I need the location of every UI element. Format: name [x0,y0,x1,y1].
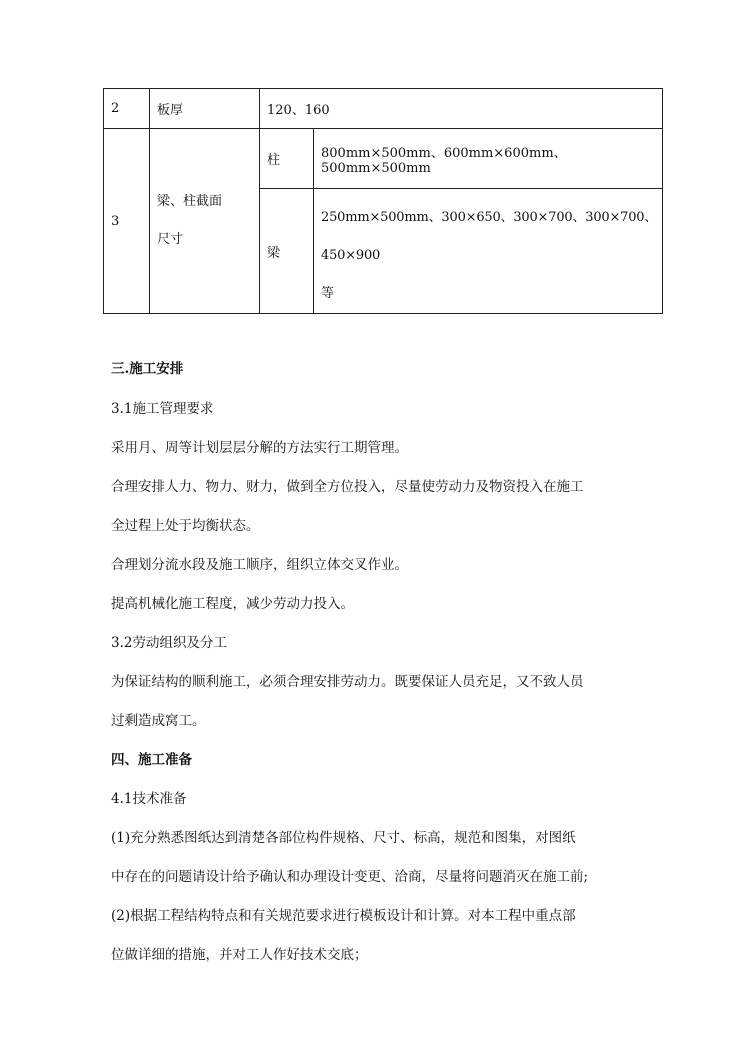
paragraph: 合理划分流水段及施工顺序，组织立体交叉作业。 [111,557,408,573]
beam-value-line: 250mm×500mm、300×650、300×700、300×700、450×900 [321,210,658,263]
paragraph: 提高机械化施工程度，减少劳动力投入。 [111,596,354,612]
column-label: 柱 [260,129,314,189]
row-number: 2 [104,89,150,129]
table-row [104,89,663,129]
paragraph: 采用月、周等计划层层分解的方法实行工期管理。 [111,440,408,456]
row-item-line: 尺寸 [157,232,184,247]
beam-value-line: 等 [321,286,334,301]
row-item-line: 梁、柱截面 [157,194,223,209]
section-heading: 三.施工安排 [111,361,184,377]
list-item: (2)根据工程结构特点和有关规范要求进行模板设计和计算。对本工程中重点部 [111,908,576,924]
spec-table [103,88,663,314]
row-number: 3 [104,129,150,314]
row-item: 板厚 [150,89,260,129]
row-value: 120、160 [260,89,663,129]
column-value: 800mm×500mm、600mm×600mm、500mm×500mm [314,129,663,189]
list-item: 位做详细的措施，并对工人作好技术交底； [111,947,368,963]
beam-label: 梁 [260,189,314,314]
section-heading: 四、施工准备 [111,752,192,768]
beam-value [314,189,663,314]
paragraph: 合理安排人力、物力、财力，做到全方位投入，尽量使劳动力及物资投入在施工 [111,479,584,495]
subsection-heading: 3.1施工管理要求 [111,401,214,417]
list-item: (1)充分熟悉图纸达到清楚各部位构件规格、尺寸、标高，规范和图集，对图纸 [111,830,576,846]
list-item: 中存在的问题请设计给予确认和办理设计变更、洽商，尽量将问题消灭在施工前; [111,869,589,885]
row-item [150,129,260,314]
subsection-heading: 3.2劳动组织及分工 [111,635,227,651]
paragraph: 过剩造成窝工。 [111,713,206,729]
paragraph: 全过程上处于均衡状态。 [111,518,260,534]
paragraph: 为保证结构的顺利施工，必须合理安排劳动力。既要保证人员充足，又不致人员 [111,674,584,690]
subsection-heading: 4.1技术准备 [111,791,187,807]
table-row [104,129,663,189]
